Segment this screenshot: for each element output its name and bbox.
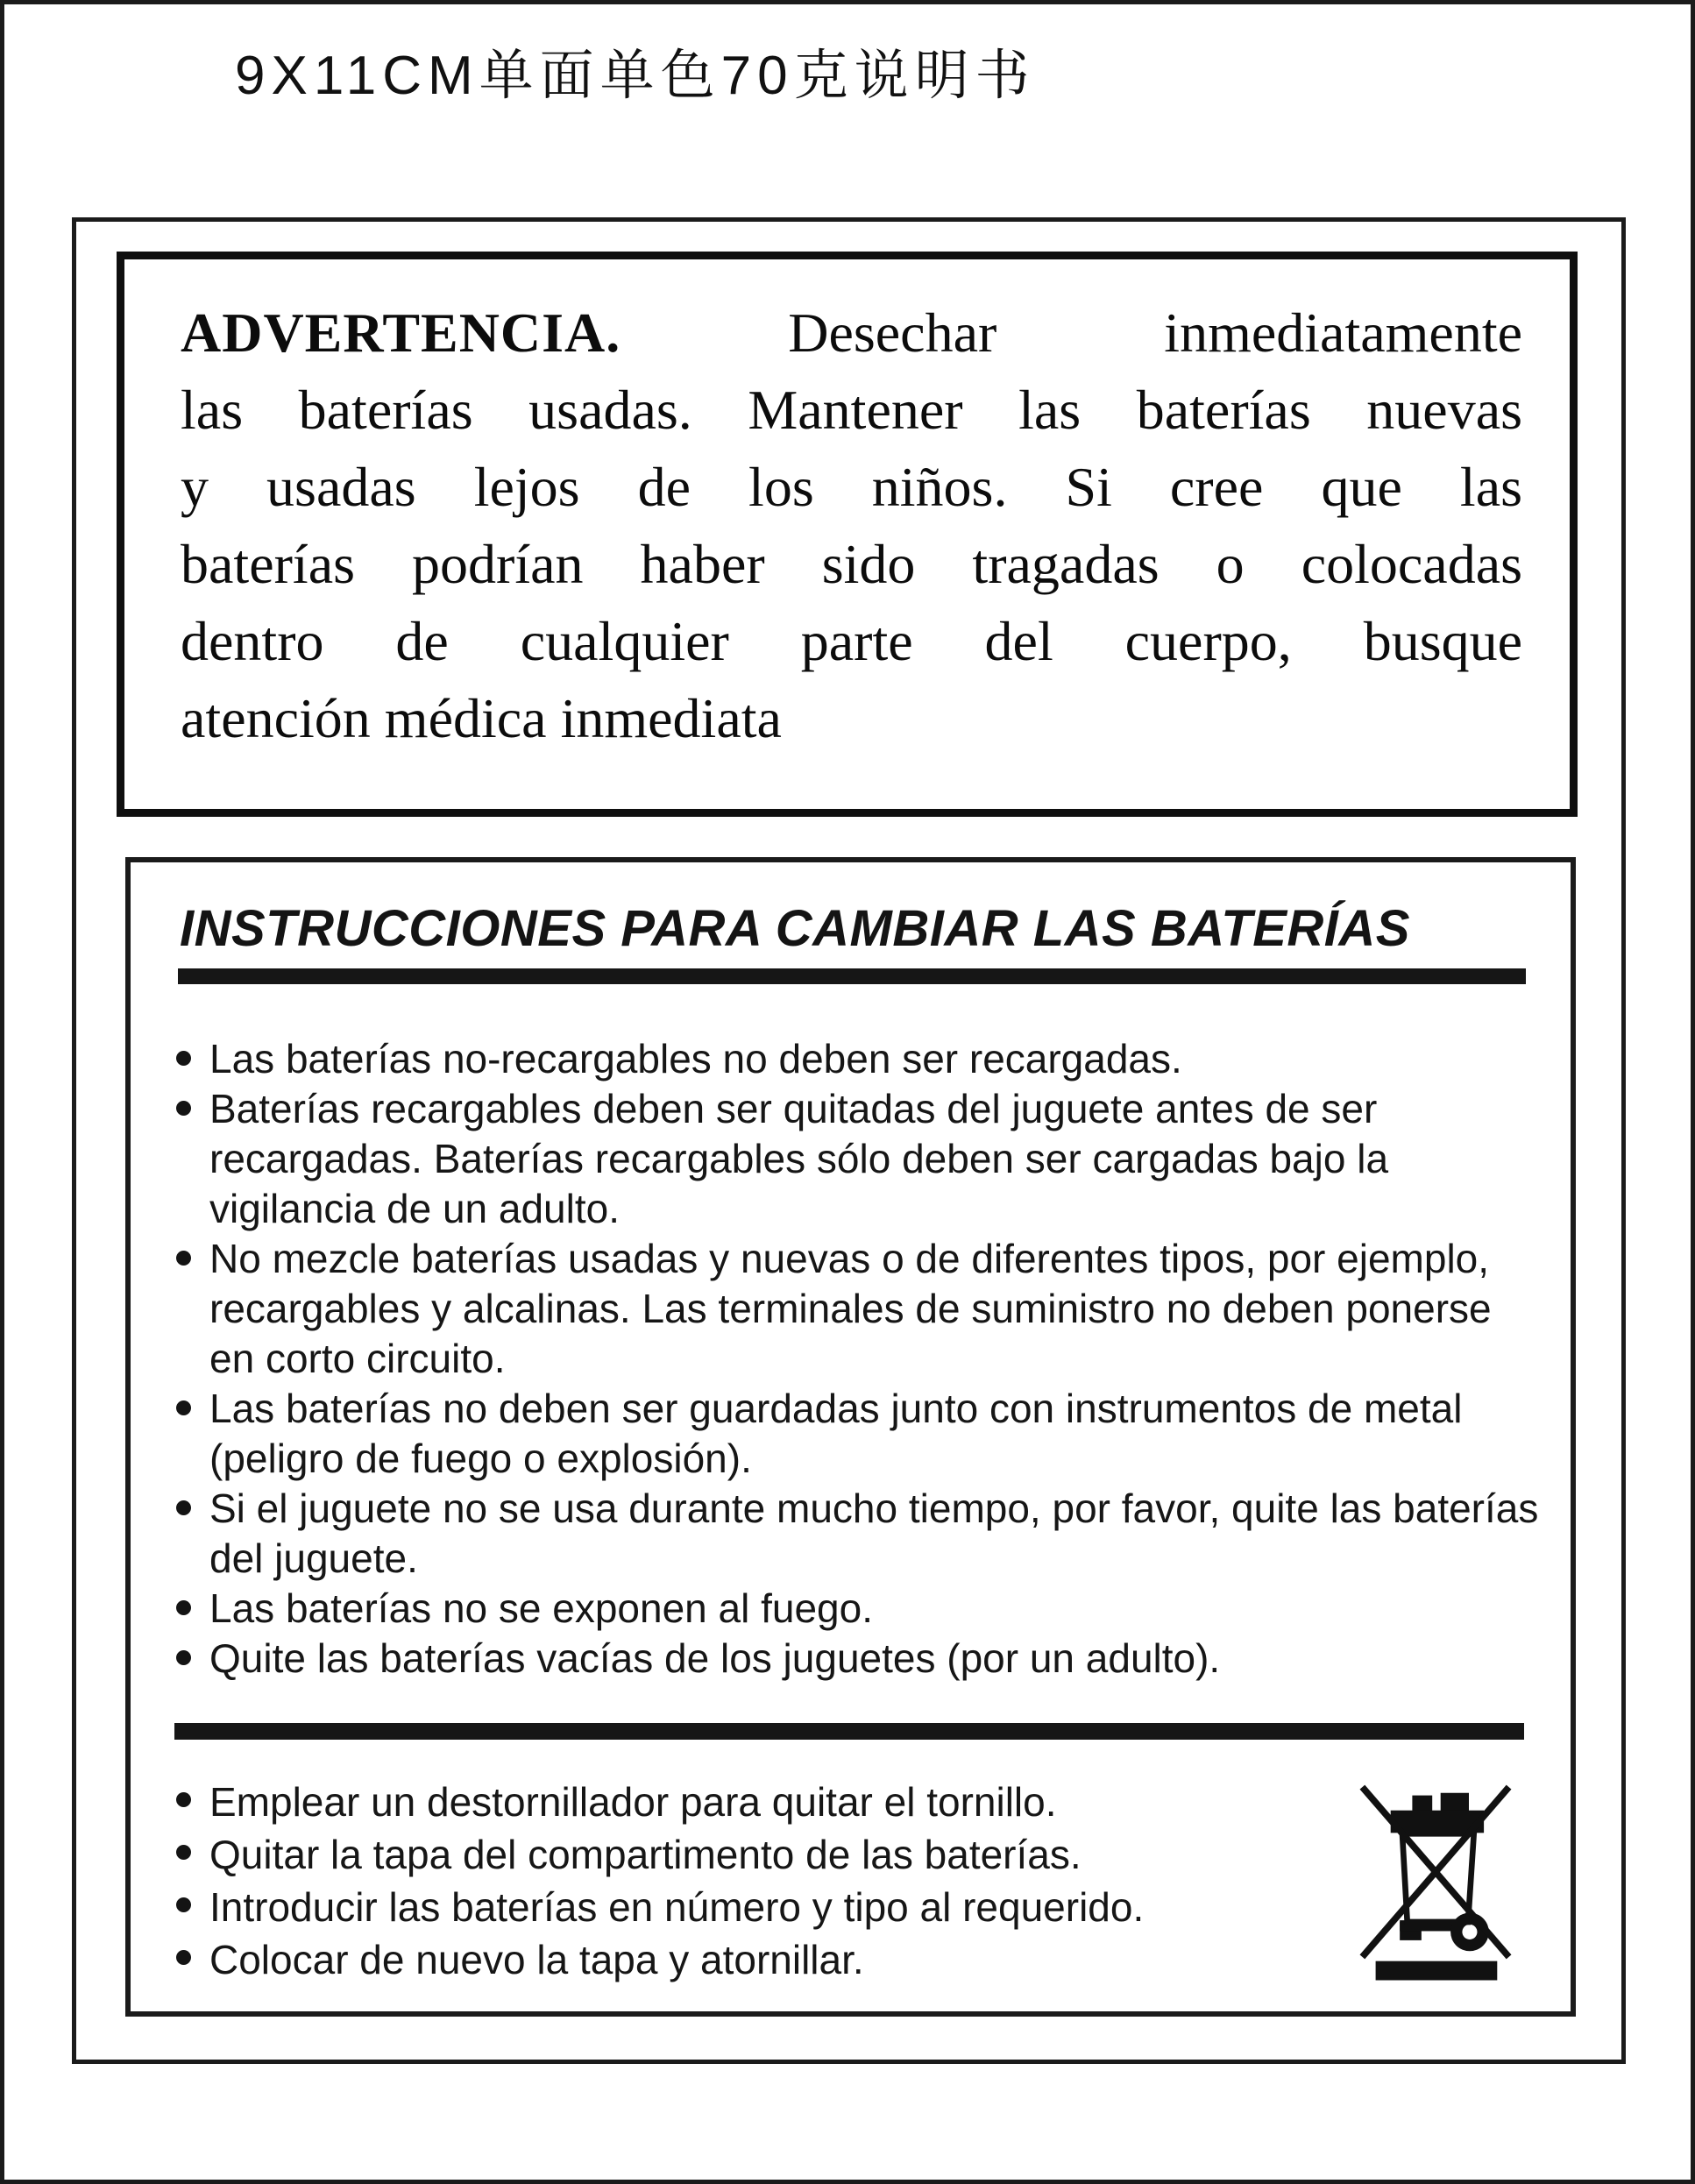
list-item: Las baterías no deben ser guardadas junto con instrumentos de metal (peligro de fuego o explosión). [174, 1384, 1542, 1484]
list-item: Colocar de nuevo la tapa y atornillar. [174, 1933, 1340, 1986]
battery-precautions-list [174, 1034, 1542, 1684]
instructions-box [125, 857, 1576, 2017]
warning-line-text: Desechar inmediatamente [788, 301, 1522, 364]
warning-line: dentro de cualquier parte del cuerpo, busque [181, 610, 1522, 672]
sheet-title: 9X11CM单面单色70克说明书 [235, 46, 1036, 106]
section-divider [174, 1723, 1524, 1740]
warning-lead: ADVERTENCIA. [181, 301, 621, 364]
warning-line: las baterías usadas. Mantener las baterías nuevas [181, 379, 1522, 441]
warning-line [181, 294, 1522, 372]
list-item: Quitar la tapa del compartimento de las baterías. [174, 1828, 1340, 1881]
battery-replacement-steps-list [174, 1776, 1340, 1986]
warning-line: y usadas lejos de los niños. Si cree que las [181, 456, 1522, 518]
list-item: Quite las baterías vacías de los juguetes (por un adulto). [174, 1634, 1542, 1684]
list-item: Emplear un destornillador para quitar el tornillo. [174, 1776, 1340, 1828]
instructions-heading: INSTRUCCIONES PARA CAMBIAR LAS BATERÍAS [180, 900, 1410, 957]
list-item: Si el juguete no se usa durante mucho tiempo, por favor, quite las baterías del juguete. [174, 1484, 1542, 1584]
heading-rule [178, 968, 1526, 984]
warning-box [117, 252, 1578, 817]
list-item: No mezcle baterías usadas y nuevas o de diferentes tipos, por ejemplo, recargables y alcalinas. Las terminales de suministro no deben ponerse en corto circuito. [174, 1234, 1542, 1384]
weee-crossed-bin-icon [1352, 1763, 1519, 1981]
list-item: Las baterías no se exponen al fuego. [174, 1584, 1542, 1634]
list-item: Introducir las baterías en número y tipo al requerido. [174, 1881, 1340, 1933]
list-item: Baterías recargables deben ser quitadas del juguete antes de ser recargadas. Baterías recargables sólo deben ser cargadas bajo la vigilancia de un adulto. [174, 1084, 1542, 1234]
warning-line: atención médica inmediata [181, 687, 782, 749]
warning-line: baterías podrían haber sido tragadas o colocadas [181, 533, 1522, 595]
list-item: Las baterías no-recargables no deben ser recargadas. [174, 1034, 1542, 1084]
